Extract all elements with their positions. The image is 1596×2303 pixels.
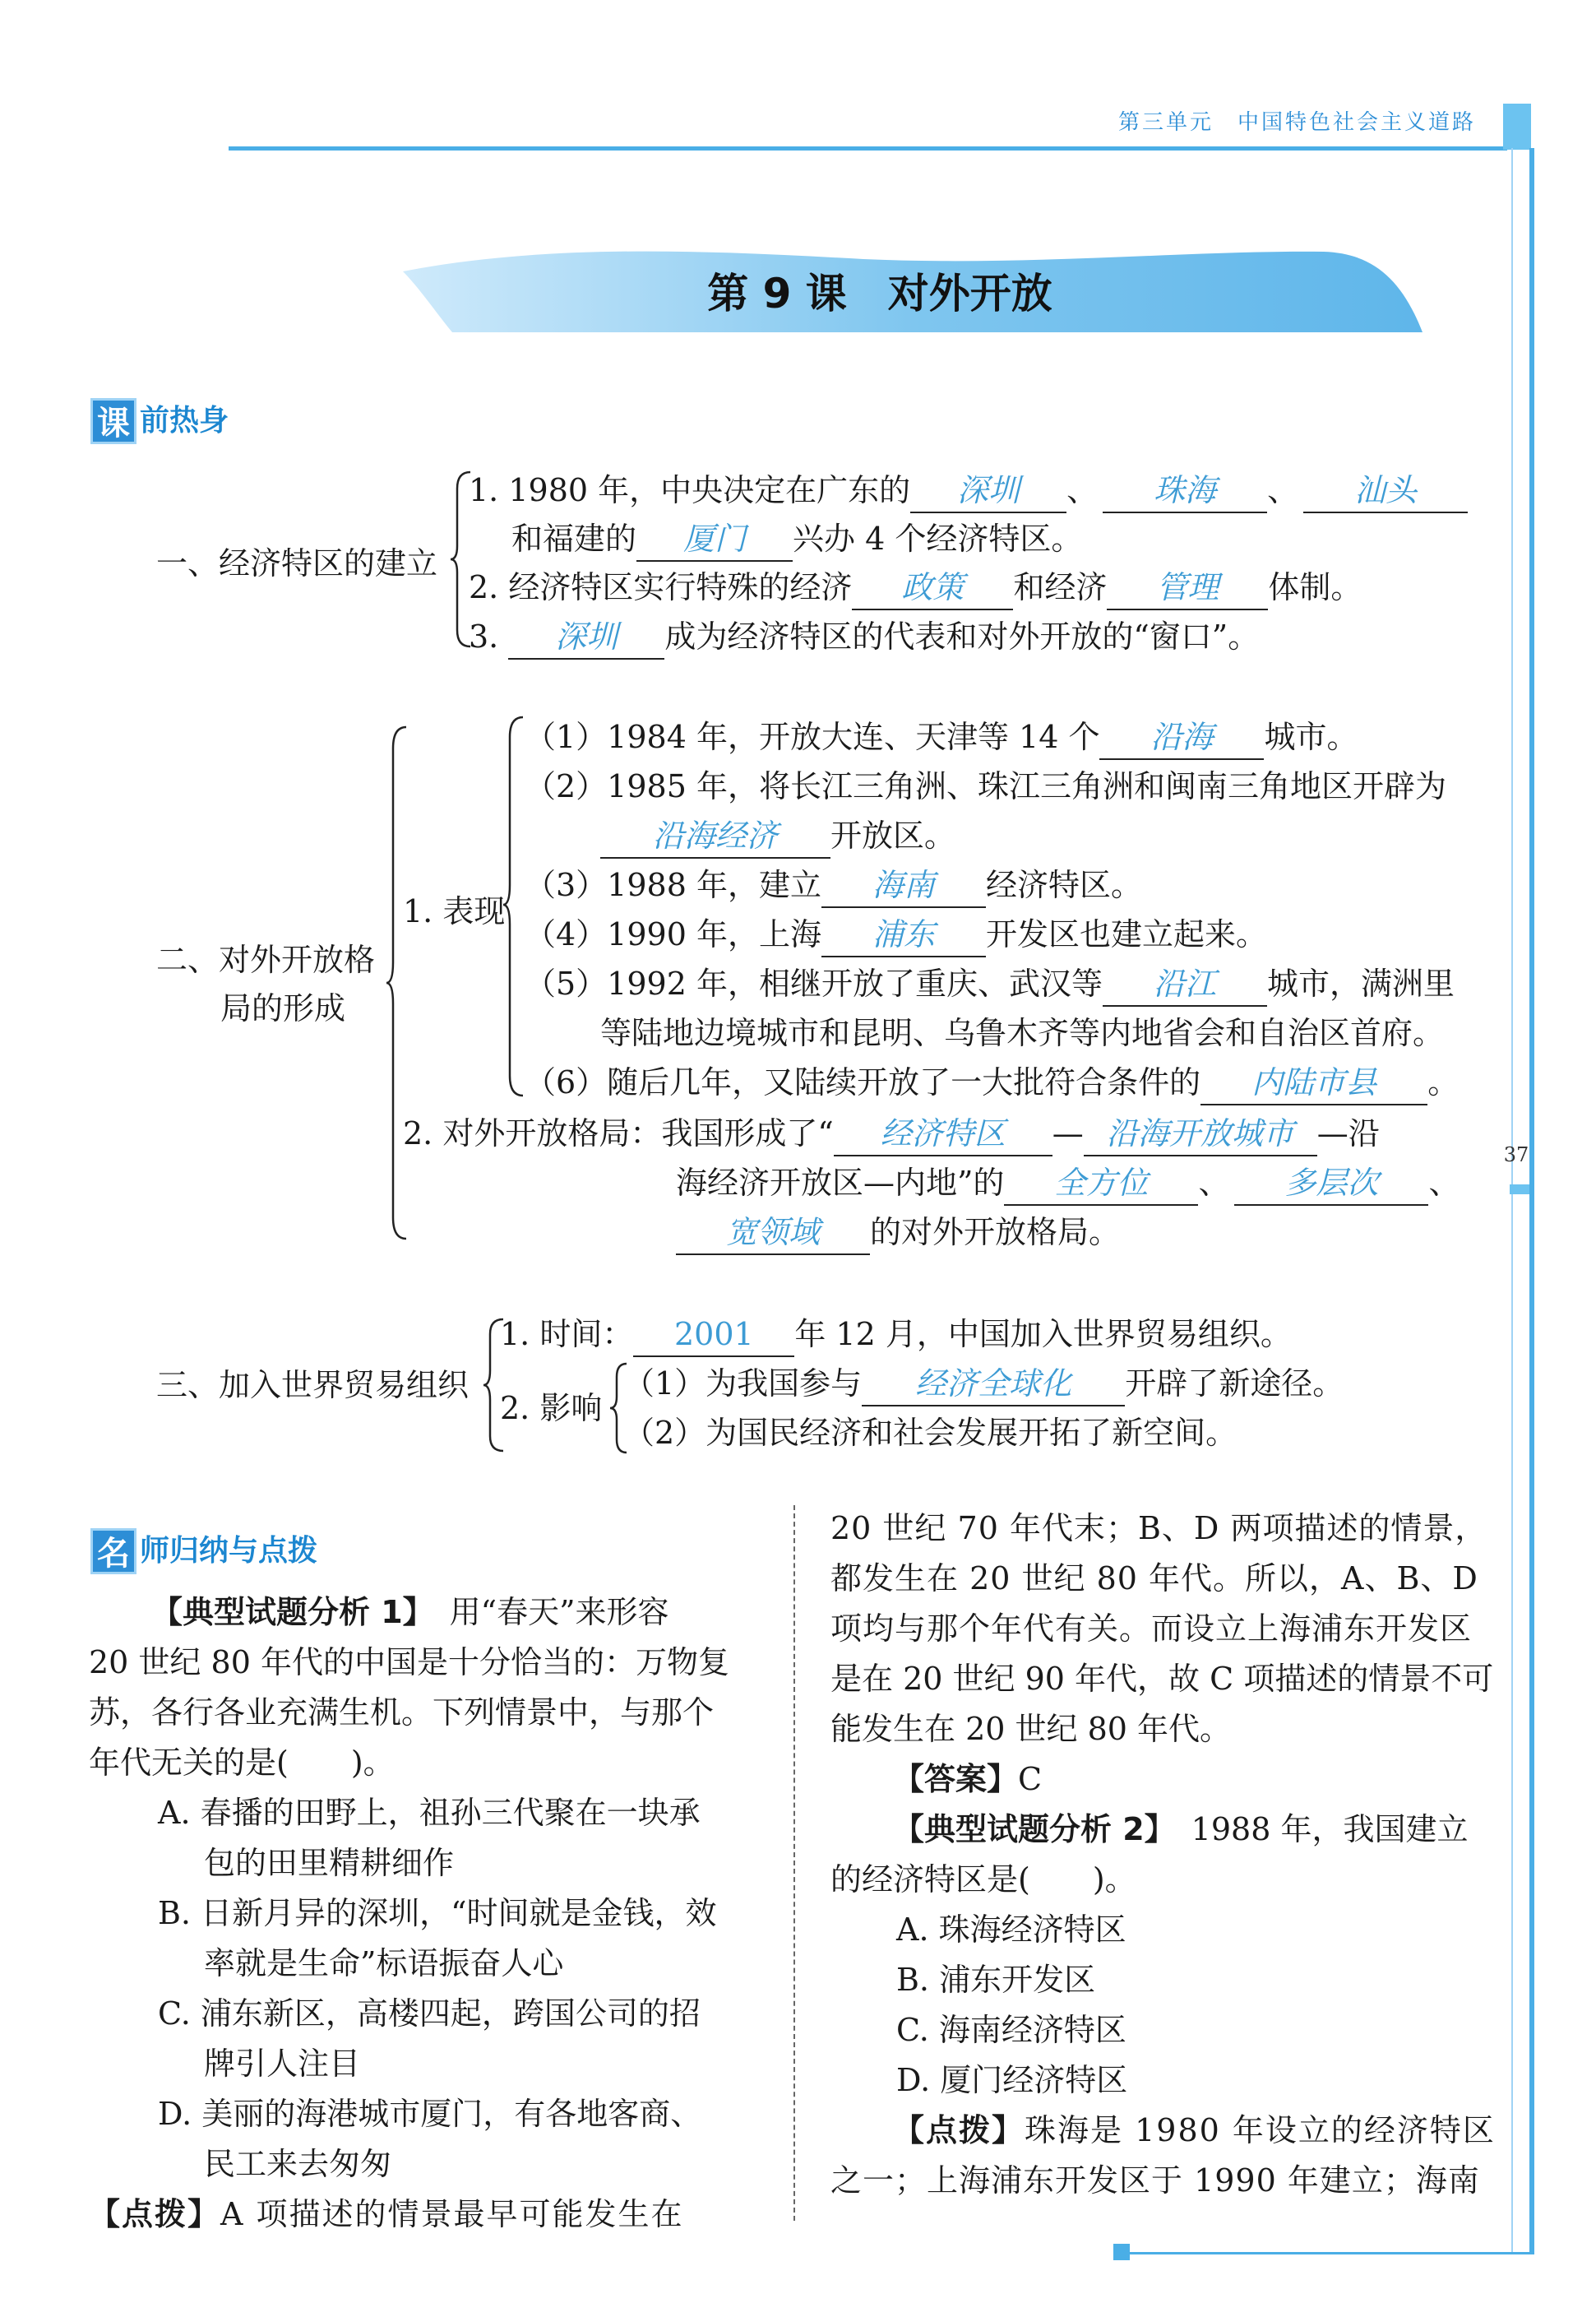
section2-brace — [386, 724, 411, 1242]
hint1: 【点拨】A 项描述的情景最早可能发生在 — [89, 2196, 684, 2232]
option-c-cont: 牌引人注目 — [204, 2046, 361, 2082]
option2-a[interactable]: A. 珠海经济特区 — [896, 1911, 1126, 1948]
s1-line2: 和福建的 厦门 兴办 4 个经济特区。 — [511, 514, 1082, 563]
hint1-cont-4: 是在 20 世纪 90 年代，故 C 项描述的情景不可 — [830, 1661, 1494, 1697]
option2-b[interactable]: B. 浦东开发区 — [896, 1962, 1096, 1998]
section2-title: 二、对外开放格 — [156, 942, 376, 978]
example1-question-2: 20 世纪 80 年代的中国是十分恰当的：万物复 — [89, 1644, 729, 1680]
section2-title-2: 局的形成 — [220, 990, 346, 1026]
s2-sub2: 2. 对外开放格局：我国形成了“ 经济特区 — 沿海开放城市 —沿 — [403, 1109, 1380, 1158]
example1-question-4: 年代无关的是( )。 — [89, 1745, 395, 1781]
section3-title: 三、加入世界贸易组织 — [156, 1367, 470, 1403]
s3-item2: （2）为国民经济和社会发展开拓了新空间。 — [623, 1415, 1237, 1451]
option2-c[interactable]: C. 海南经济特区 — [896, 2012, 1126, 2048]
right-margin-rule-inner — [1511, 148, 1513, 2254]
answer-blank[interactable]: 管理 — [1107, 566, 1268, 610]
warmup-label: 前热身 — [140, 404, 229, 438]
s3-line2-label: 2. 影响 — [500, 1390, 603, 1426]
hint1-cont-5: 能发生在 20 世纪 80 年代。 — [830, 1711, 1232, 1747]
bottom-marker — [1113, 2244, 1130, 2260]
example1-question-3: 苏，各行各业充满生机。下列情景中，与那个 — [89, 1694, 715, 1731]
warmup-heading — [90, 398, 229, 444]
answer-blank[interactable]: 多层次 — [1234, 1161, 1428, 1206]
option-d[interactable]: D. 美丽的海港城市厦门，有各地客商、 — [158, 2096, 702, 2132]
answer1: 【答案】C — [893, 1761, 1043, 1797]
example1-question: 【典型试题分析 1】 用“春天”来形容 — [151, 1594, 669, 1630]
answer-blank[interactable]: 经济全球化 — [862, 1362, 1125, 1406]
left-column — [89, 1587, 763, 2240]
page-number: 37 — [1503, 1143, 1529, 1166]
s3-line1: 1. 时间： 2001 年 12 月，中国加入世界贸易组织。 — [500, 1309, 1292, 1359]
answer-blank[interactable]: 宽领域 — [676, 1211, 870, 1255]
example2-question-2: 的经济特区是( )。 — [830, 1861, 1136, 1898]
option-b-cont: 率就是生命”标语振奋人心 — [204, 1945, 564, 1981]
s2-sub2-line2: 海经济开放区—内地”的 全方位 、 多层次 、 — [676, 1158, 1460, 1207]
answer-blank[interactable]: 汕头 — [1303, 469, 1468, 513]
option-a-cont: 包的田里精耕细作 — [204, 1845, 455, 1881]
s3-item1: （1）为我国参与 经济全球化 开辟了新途径。 — [623, 1359, 1344, 1408]
answer-blank[interactable]: 深圳 — [508, 615, 664, 660]
page-number-marker — [1510, 1184, 1529, 1194]
answer-blank[interactable]: 沿海开放城市 — [1084, 1112, 1317, 1156]
answer-blank[interactable]: 沿海 — [1099, 716, 1264, 760]
option-a[interactable]: A. 春播的田野上，祖孙三代聚在一块承 — [158, 1795, 701, 1831]
s1-line1: 1. 1980 年，中央决定在广东的 深圳 、 珠海 、 汕头 — [469, 466, 1468, 515]
answer-blank[interactable]: 经济特区 — [834, 1112, 1052, 1156]
teacher-label: 师归纳与点拨 — [140, 1534, 318, 1568]
s1-line4: 3. 深圳 成为经济特区的代表和对外开放的“窗口”。 — [469, 612, 1259, 661]
section1-title: 一、经济特区的建立 — [156, 545, 438, 582]
right-column — [830, 1504, 1505, 2206]
right-margin-rule — [1529, 148, 1534, 2254]
warmup-badge: 课 — [90, 398, 136, 444]
example2-question: 【典型试题分析 2】 1988 年，我国建立 — [893, 1811, 1469, 1847]
column-divider — [793, 1505, 795, 2221]
s2-sub1: 1. 表现 — [403, 893, 506, 929]
hint2-cont: 之一；上海浦东开发区于 1990 年建立；海南 — [830, 2162, 1480, 2199]
s2-sub2-line3: 宽领域 的对外开放格局。 — [676, 1207, 1120, 1257]
option2-d[interactable]: D. 厦门经济特区 — [896, 2062, 1128, 2098]
header-tab — [1503, 104, 1531, 150]
answer-blank[interactable]: 内陆市县 — [1200, 1061, 1427, 1105]
s2-item6: （6）随后几年，又陆续开放了一大批符合条件的 内陆市县 。 — [525, 1058, 1459, 1107]
hint1-cont-2: 都发生在 20 世纪 80 年代。所以，A、B、D — [830, 1560, 1478, 1596]
teacher-heading — [90, 1528, 317, 1574]
answer-blank[interactable]: 厦门 — [636, 517, 793, 562]
hint1-cont-3: 项均与那个年代有关。而设立上海浦东开发区 — [830, 1610, 1473, 1647]
s2-item5-cont: 等陆地边境城市和昆明、乌鲁木齐等内地省会和自治区首府。 — [600, 1015, 1445, 1051]
running-header: 第三单元 中国特色社会主义道路 — [1118, 110, 1477, 135]
s2-item1: （1）1984 年，开放大连、天津等 14 个 沿海 城市。 — [525, 712, 1358, 762]
answer-blank[interactable]: 沿海经济 — [600, 814, 830, 859]
hint2: 【点拨】珠海是 1980 年设立的经济特区 — [893, 2112, 1496, 2148]
option-d-cont: 民工来去匆匆 — [204, 2146, 392, 2182]
s1-line3: 2. 经济特区实行特殊的经济 政策 和经济 管理 体制。 — [469, 563, 1362, 612]
s2-item5: （5）1992 年，相继开放了重庆、武汉等 沿江 城市，满洲里 — [525, 959, 1455, 1008]
option-c[interactable]: C. 浦东新区，高楼四起，跨国公司的招 — [158, 1995, 701, 2032]
s2-item4: （4）1990 年，上海 浦东 开发区也建立起来。 — [525, 910, 1267, 959]
answer-blank[interactable]: 海南 — [821, 864, 986, 908]
header-rule — [229, 146, 1507, 151]
answer-blank[interactable]: 政策 — [852, 566, 1013, 610]
s2-item2: （2）1985 年，将长江三角洲、珠江三角洲和闽南三角地区开辟为 — [525, 768, 1446, 804]
hint1-cont-1: 20 世纪 70 年代末；B、D 两项描述的情景， — [830, 1510, 1487, 1546]
answer-blank[interactable]: 浦东 — [821, 913, 986, 957]
answer-blank[interactable]: 深圳 — [910, 469, 1066, 513]
option-b[interactable]: B. 日新月异的深圳，“时间就是金钱，效 — [158, 1895, 717, 1931]
s2-item3: （3）1988 年，建立 海南 经济特区。 — [525, 860, 1142, 910]
lesson-title: 第 9 课 对外开放 — [707, 270, 1052, 317]
answer-blank[interactable]: 珠海 — [1103, 469, 1267, 513]
answer-blank[interactable]: 全方位 — [1004, 1161, 1198, 1206]
answer-blank[interactable]: 沿江 — [1103, 962, 1267, 1007]
answer-blank[interactable]: 2001 — [633, 1313, 794, 1357]
bottom-rule — [1113, 2252, 1534, 2254]
teacher-badge: 名 — [90, 1528, 136, 1574]
s2-item2-cont: 沿海经济 开放区。 — [600, 811, 955, 860]
